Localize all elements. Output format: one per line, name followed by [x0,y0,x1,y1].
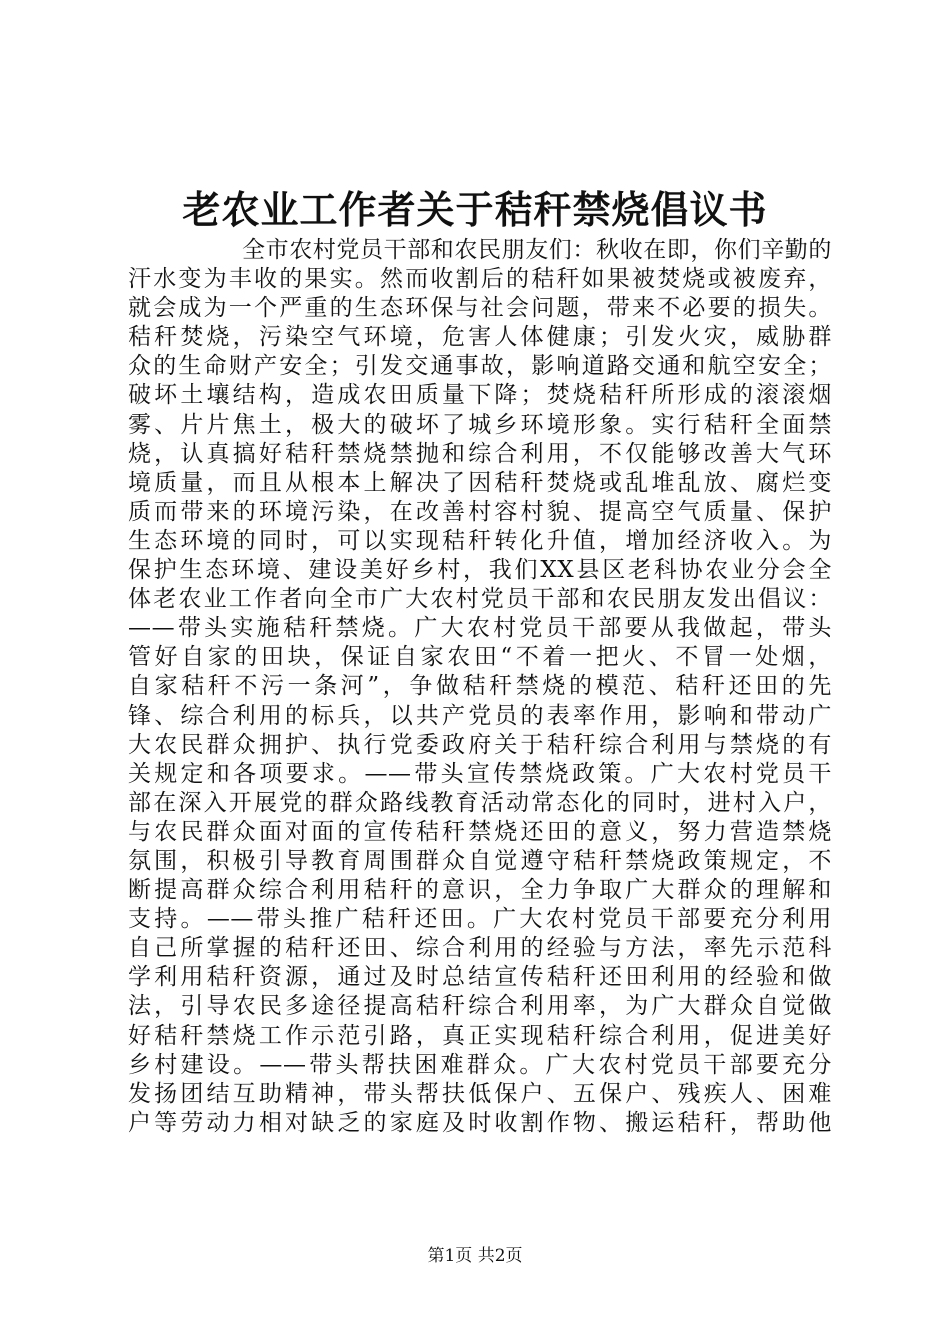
body-text-line: 生态环境的同时，可以实现秸秆转化升值，增加经济收入。为 [128,527,832,554]
body-text-line: 支持。——带头推广秸秆还田。广大农村党员干部要充分利用 [128,906,832,933]
document-body [128,236,832,1138]
body-text-line: 关规定和各项要求。——带头宣传禁烧政策。广大农村党员干 [128,760,832,787]
body-text-line: ——带头实施秸秆禁烧。广大农村党员干部要从我做起，带头 [128,615,832,642]
body-text-line: 好秸秆禁烧工作示范引路，真正实现秸秆综合利用，促进美好 [128,1022,832,1049]
body-text-line: 众的生命财产安全；引发交通事故，影响道路交通和航空安全； [128,353,832,380]
body-text-line: 乡村建设。——带头帮扶困难群众。广大农村党员干部要充分 [128,1051,832,1078]
body-text-line: 质而带来的环境污染，在改善村容村貌、提高空气质量、保护 [128,498,832,525]
body-text-line: 就会成为一个严重的生态环保与社会问题，带来不必要的损失。 [128,295,832,322]
body-text-line: 体老农业工作者向全市广大农村党员干部和农民朋友发出倡议： [128,586,832,613]
body-text-line: 雾、片片焦土，极大的破坏了城乡环境形象。实行秸秆全面禁 [128,411,832,438]
body-text-line: 断提高群众综合利用秸秆的意识，全力争取广大群众的理解和 [128,877,832,904]
body-text-line: 保护生态环境、建设美好乡村，我们XX县区老科协农业分会全 [128,557,832,584]
body-text-line: 全市农村党员干部和农民朋友们：秋收在即，你们辛勤的 [242,237,832,263]
document-title: 老农业工作者关于秸秆禁烧倡议书 [182,187,768,232]
body-text-line: 发扬团结互助精神，带头帮扶低保户、五保户、残疾人、困难 [128,1080,832,1107]
body-text-line: 秸秆焚烧，污染空气环境，危害人体健康；引发火灾，威胁群 [128,324,832,351]
body-text-line: 与农民群众面对面的宣传秸秆禁烧还田的意义，努力营造禁烧 [128,818,832,845]
body-text-line: 氛围，积极引导教育周围群众自觉遵守秸秆禁烧政策规定，不 [128,847,832,874]
body-text-line: 自己所掌握的秸秆还田、综合利用的经验与方法，率先示范科 [128,935,832,962]
body-text-line: 境质量，而且从根本上解决了因秸秆焚烧或乱堆乱放、腐烂变 [128,469,832,496]
body-text-line: 大农民群众拥护、执行党委政府关于秸秆综合利用与禁烧的有 [128,731,832,758]
body-text-line: 烧，认真搞好秸秆禁烧禁抛和综合利用，不仅能够改善大气环 [128,440,832,467]
body-text-line: 锋、综合利用的标兵，以共产党员的表率作用，影响和带动广 [128,702,832,729]
body-text-line: 汗水变为丰收的果实。然而收割后的秸秆如果被焚烧或被废弃， [128,266,832,293]
body-text-line: 破坏土壤结构，造成农田质量下降；焚烧秸秆所形成的滚滚烟 [128,382,832,409]
body-text-line: 法，引导农民多途径提高秸秆综合利用率，为广大群众自觉做 [128,993,832,1020]
body-text-line: 自家秸秆不污一条河”，争做秸秆禁烧的模范、秸秆还田的先 [128,673,832,700]
body-text-line: 学利用秸秆资源，通过及时总结宣传秸秆还田利用的经验和做 [128,964,832,991]
body-text-line: 管好自家的田块，保证自家农田“不着一把火、不冒一处烟， [128,644,832,671]
body-text-line: 部在深入开展党的群众路线教育活动常态化的同时，进村入户， [128,789,832,816]
body-text-line: 户等劳动力相对缺乏的家庭及时收割作物、搬运秸秆，帮助他 [128,1109,832,1136]
page-number-footer: 第1页 共2页 [427,1246,523,1266]
